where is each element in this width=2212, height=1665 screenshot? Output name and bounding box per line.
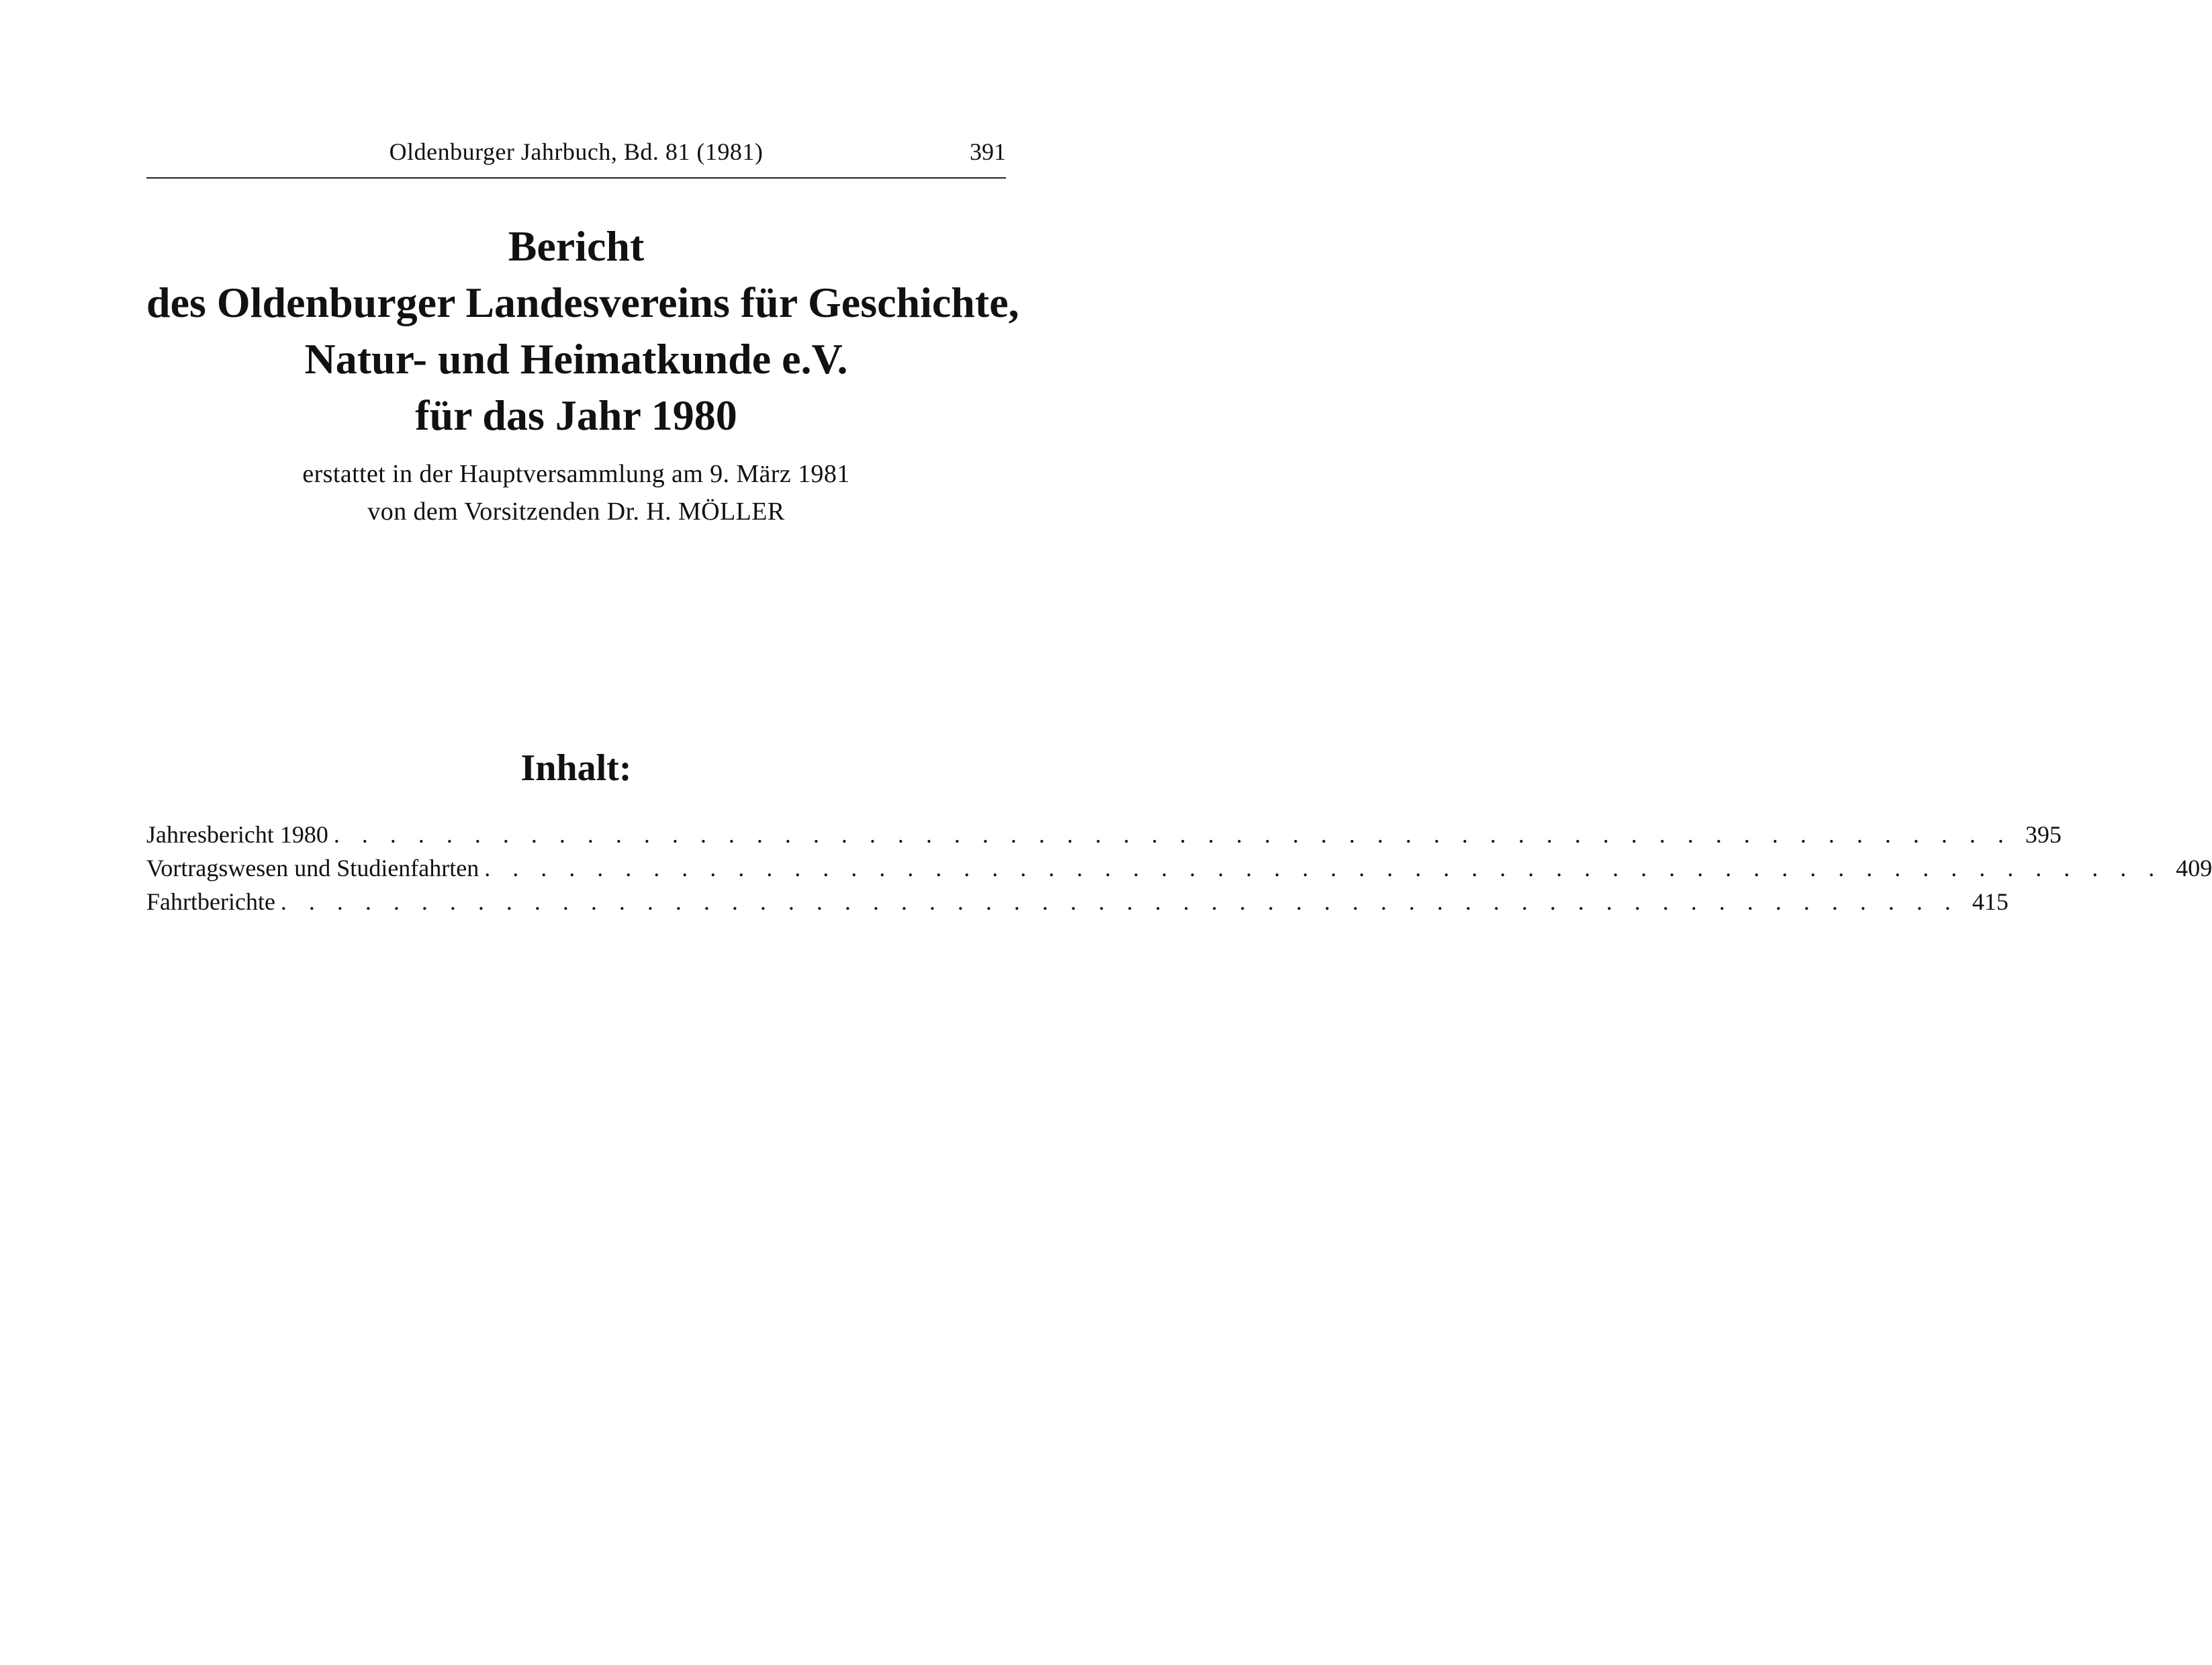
toc-entry-page: 415 <box>1972 888 2009 915</box>
journal-citation: Oldenburger Jahrbuch, Bd. 81 (1981) <box>389 138 764 165</box>
toc-entry-title: Vortragswesen und Studienfahrten <box>146 855 479 882</box>
header-rule <box>146 177 1006 179</box>
toc-entry[interactable] <box>146 888 2009 921</box>
contents-heading: Inhalt: <box>520 747 632 789</box>
subtitle-line-1: erstattet in der Hauptversammlung am 9. März 1981 <box>302 460 850 488</box>
report-title <box>146 218 1019 444</box>
subtitle-line-2: von dem Vorsitzenden Dr. H. MÖLLER <box>367 497 785 526</box>
report-subtitle <box>146 455 1006 530</box>
page-number: 391 <box>970 138 1006 165</box>
title-line-2: des Oldenburger Landesvereins für Geschichte, <box>146 279 1019 326</box>
toc-leader-dots: . . . . . . . . . . . . . . . . . . . . . . . . . . . . . . . . . . . . . . . . . . . . . . . . . . . . . . . . . . . . <box>280 888 1959 915</box>
title-line-4: für das Jahr 1980 <box>415 391 737 439</box>
toc-entry[interactable] <box>146 820 2062 854</box>
toc-entry-title: Jahresbericht 1980 <box>146 821 328 848</box>
toc-entry[interactable] <box>146 854 2212 888</box>
title-line-3: Natur- und Heimatkunde e.V. <box>304 335 848 383</box>
toc-entry-page: 395 <box>2025 821 2062 848</box>
table-of-contents <box>146 820 2212 921</box>
toc-entry-title: Fahrtberichte <box>146 888 275 915</box>
running-header <box>146 138 1006 171</box>
toc-leader-dots: . . . . . . . . . . . . . . . . . . . . . . . . . . . . . . . . . . . . . . . . . . . . . . . . . . . . . . . . . . . . <box>333 821 2012 848</box>
toc-leader-dots: . . . . . . . . . . . . . . . . . . . . . . . . . . . . . . . . . . . . . . . . . . . . . . . . . . . . . . . . . . . . <box>484 855 2163 882</box>
toc-entry-page: 409 <box>2176 855 2212 882</box>
title-line-1: Bericht <box>508 222 645 270</box>
